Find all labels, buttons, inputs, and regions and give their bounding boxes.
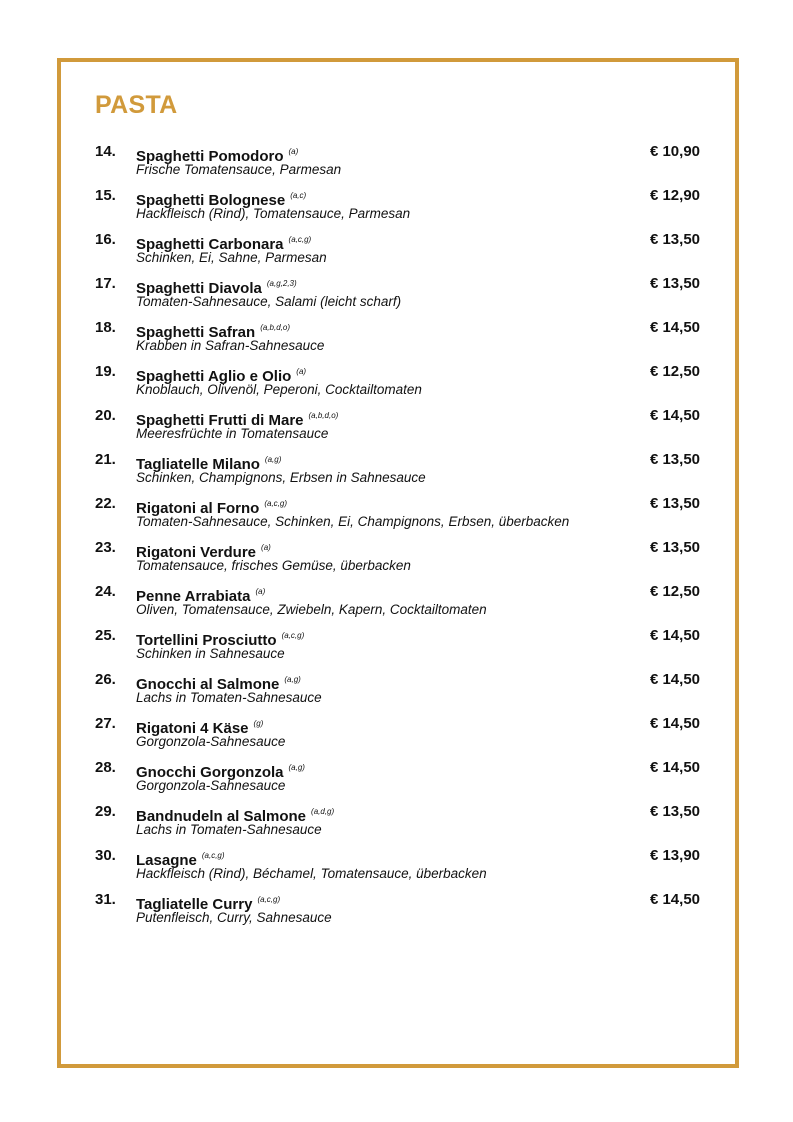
item-name: Rigatoni 4 Käse (136, 720, 249, 737)
menu-item (95, 361, 700, 405)
item-description: Krabben in Safran-Sahnesauce (136, 338, 325, 353)
item-allergens: (a,c,g) (281, 631, 305, 640)
item-description: Schinken, Champignons, Erbsen in Sahnesauce (136, 470, 426, 485)
item-description: Lachs in Tomaten-Sahnesauce (136, 690, 322, 705)
item-price: € 12,90 (649, 187, 700, 204)
item-description: Hackfleisch (Rind), Béchamel, Tomatensauce, überbacken (136, 866, 487, 881)
item-number: 15. (95, 187, 116, 204)
item-name: Tagliatelle Curry (136, 896, 253, 913)
item-name: Spaghetti Bolognese (136, 192, 286, 209)
item-allergens: (a,c,g) (264, 499, 287, 508)
item-description: Oliven, Tomatensauce, Zwiebeln, Kapern, Cocktailtomaten (136, 602, 487, 617)
menu-item (95, 625, 700, 669)
item-allergens: (a,c,g) (257, 895, 281, 904)
item-description: Hackfleisch (Rind), Tomatensauce, Parmesan (136, 206, 411, 221)
item-allergens: (a,b,d,o) (308, 411, 339, 420)
item-description: Tomaten-Sahnesauce, Schinken, Ei, Champignons, Erbsen, überbacken (136, 514, 570, 529)
item-price: € 10,90 (649, 143, 700, 160)
item-number: 20. (95, 407, 116, 424)
item-allergens: (a,b,d,o) (260, 323, 290, 332)
menu-item (95, 669, 700, 713)
item-number: 17. (95, 275, 116, 292)
item-number: 22. (95, 495, 116, 512)
item-description: Meeresfrüchte in Tomatensauce (136, 426, 329, 441)
item-number: 21. (95, 451, 116, 468)
menu-item (95, 317, 700, 361)
menu-list (95, 141, 700, 933)
item-description: Frische Tomatensauce, Parmesan (136, 162, 342, 177)
section-title: PASTA (95, 91, 178, 119)
item-name: Tortellini Prosciutto (136, 632, 277, 649)
item-description: Gorgonzola-Sahnesauce (136, 734, 286, 749)
item-description: Tomaten-Sahnesauce, Salami (leicht scharf) (136, 294, 402, 309)
menu-item (95, 493, 700, 537)
item-allergens: (a,g) (264, 455, 282, 464)
item-price: € 12,50 (649, 363, 700, 380)
menu-item (95, 229, 700, 273)
item-number: 19. (95, 363, 116, 380)
item-number: 27. (95, 715, 116, 732)
item-allergens: (a,c) (290, 191, 307, 200)
item-price: € 13,50 (649, 803, 700, 820)
item-name: Tagliatelle Milano (136, 456, 260, 473)
item-price: € 13,50 (649, 231, 700, 248)
item-number: 16. (95, 231, 116, 248)
item-name: Penne Arrabiata (136, 588, 251, 605)
item-number: 24. (95, 583, 116, 600)
item-price: € 14,50 (649, 759, 700, 776)
menu-item (95, 185, 700, 229)
item-description: Tomatensauce, frisches Gemüse, überbacken (136, 558, 411, 573)
item-allergens: (a) (261, 543, 271, 552)
item-price: € 12,50 (649, 583, 700, 600)
item-price: € 13,50 (649, 539, 700, 556)
item-number: 26. (95, 671, 116, 688)
item-number: 28. (95, 759, 116, 776)
item-allergens: (a,g) (284, 675, 301, 684)
item-description: Schinken, Ei, Sahne, Parmesan (136, 250, 327, 265)
item-price: € 13,50 (649, 275, 700, 292)
item-name: Spaghetti Pomodoro (136, 148, 284, 165)
menu-item (95, 405, 700, 449)
item-name: Bandnudeln al Salmone (136, 808, 307, 825)
item-allergens: (a,g) (288, 763, 305, 772)
menu-item (95, 757, 700, 801)
item-name: Lasagne (136, 852, 197, 869)
menu-item (95, 581, 700, 625)
item-price: € 13,90 (649, 847, 700, 864)
menu-item (95, 801, 700, 845)
menu-item (95, 273, 700, 317)
menu-item (95, 845, 700, 889)
item-name: Spaghetti Frutti di Mare (136, 412, 304, 429)
item-description: Putenfleisch, Curry, Sahnesauce (136, 910, 332, 925)
item-name: Spaghetti Safran (136, 324, 256, 341)
item-name: Rigatoni al Forno (136, 500, 260, 517)
item-name: Gnocchi al Salmone (136, 676, 280, 693)
item-number: 31. (95, 891, 116, 908)
item-name: Spaghetti Aglio e Olio (136, 368, 292, 385)
item-price: € 13,50 (649, 495, 700, 512)
item-name: Spaghetti Diavola (136, 280, 262, 297)
item-number: 30. (95, 847, 116, 864)
item-allergens: (a) (288, 147, 299, 156)
item-price: € 14,50 (649, 407, 700, 424)
item-description: Lachs in Tomaten-Sahnesauce (136, 822, 322, 837)
item-number: 25. (95, 627, 116, 644)
item-price: € 14,50 (649, 319, 700, 336)
item-number: 29. (95, 803, 116, 820)
item-number: 14. (95, 143, 116, 160)
item-price: € 14,50 (649, 671, 700, 688)
item-description: Gorgonzola-Sahnesauce (136, 778, 286, 793)
menu-item (95, 889, 700, 933)
item-allergens: (g) (253, 719, 264, 728)
item-allergens: (a,d,g) (311, 807, 335, 816)
item-name: Rigatoni Verdure (136, 544, 257, 561)
item-allergens: (a,c,g) (288, 235, 312, 244)
item-number: 23. (95, 539, 116, 556)
item-allergens: (a) (296, 367, 307, 376)
item-description: Knoblauch, Olivenöl, Peperoni, Cocktailtomaten (136, 382, 422, 397)
item-price: € 14,50 (649, 715, 700, 732)
item-description: Schinken in Sahnesauce (136, 646, 285, 661)
item-name: Gnocchi Gorgonzola (136, 764, 284, 781)
item-price: € 14,50 (649, 891, 700, 908)
item-allergens: (a,g,2,3) (266, 279, 297, 288)
item-name: Spaghetti Carbonara (136, 236, 284, 253)
item-price: € 14,50 (649, 627, 700, 644)
item-allergens: (a,c,g) (201, 851, 225, 860)
item-price: € 13,50 (649, 451, 700, 468)
menu-item (95, 449, 700, 493)
item-allergens: (a) (255, 587, 266, 596)
item-number: 18. (95, 319, 116, 336)
menu-item (95, 713, 700, 757)
menu-item (95, 537, 700, 581)
menu-item (95, 141, 700, 185)
